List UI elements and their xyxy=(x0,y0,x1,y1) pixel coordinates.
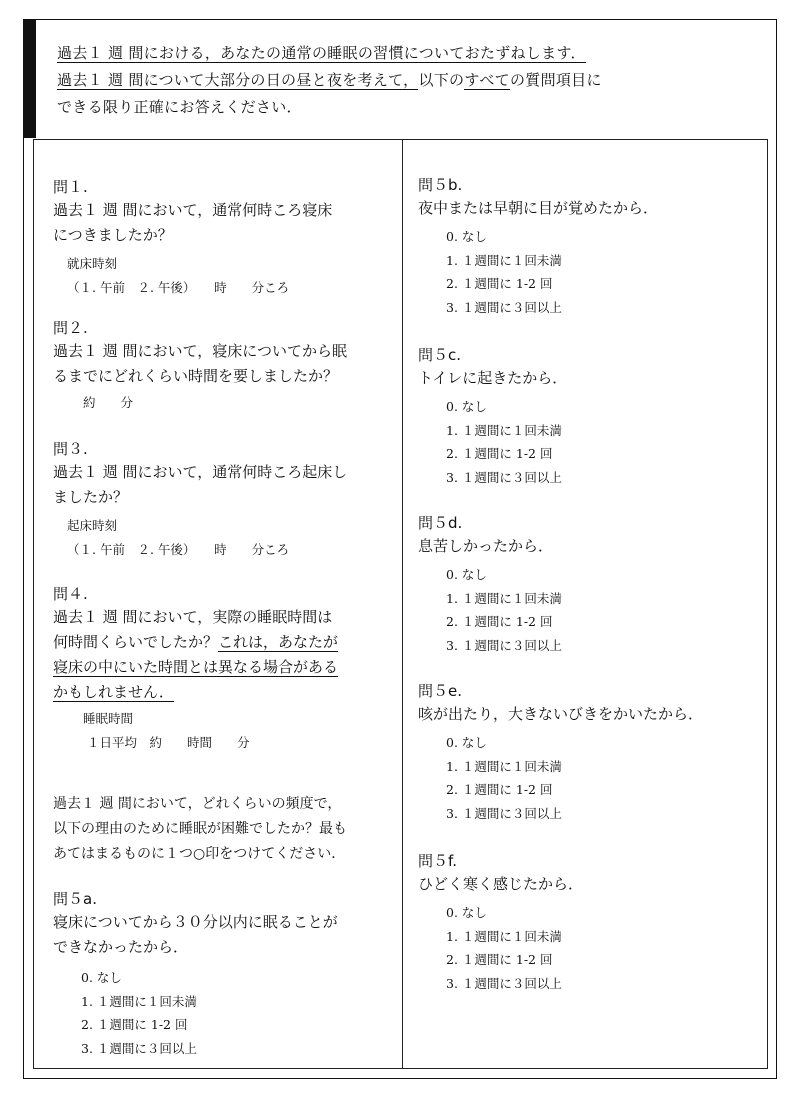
answer-options xyxy=(418,225,758,319)
question-number: 問５a. xyxy=(53,890,97,908)
question-text: ひどく寒く感じたから． xyxy=(418,875,584,893)
question-number: 問１. xyxy=(53,178,88,196)
question-5f xyxy=(418,850,758,995)
option-1[interactable]: 1. １週間に１回未満 xyxy=(446,422,562,438)
option-1[interactable]: 1. １週間に１回未満 xyxy=(446,758,562,774)
question-1 xyxy=(53,176,393,300)
questions-box xyxy=(33,139,768,1069)
field-label: 就床時刻 xyxy=(67,256,118,271)
question-5e xyxy=(418,680,758,825)
question-5a xyxy=(53,888,393,1060)
question-number: 問４. xyxy=(53,585,88,603)
question-5d xyxy=(418,512,758,657)
question-text: 夜中または早朝に目が覚めたから． xyxy=(418,199,659,217)
option-2[interactable]: 2. １週間に 1-2 回 xyxy=(446,446,553,461)
field-label: 睡眠時間 xyxy=(83,711,134,726)
column-divider xyxy=(402,140,403,1068)
option-1[interactable]: 1. １週間に１回未満 xyxy=(446,928,562,944)
answer-field[interactable]: １日平均 約 時間 分 xyxy=(87,735,250,750)
question-number: 問５e. xyxy=(418,682,462,700)
header-accent-bar xyxy=(24,20,36,138)
option-2[interactable]: 2. １週間に 1-2 回 xyxy=(446,782,553,797)
question-number: 問５f. xyxy=(418,852,457,870)
question-4: 問４. 過去１ 週 間において，実際の睡眠時間は 何時間くらいでしたか？これは，あなたが 寝床の中にいた時間とは異なる場合がある かもしれません． 睡眠時間 １日平均 約 時間 分 xyxy=(53,583,393,755)
question-3 xyxy=(53,438,393,562)
question-5b xyxy=(418,174,758,319)
question-text: 過去１ 週 間において，寝床についてから眠 るまでにどれくらい時間を要しましたか？ xyxy=(53,342,347,385)
instructions-line-1: 過去１ 週 間における，あなたの通常の睡眠の習慣についておたずねします． xyxy=(57,44,586,62)
question-5c xyxy=(418,344,758,489)
option-3[interactable]: 3. １週間に３回以上 xyxy=(446,637,562,653)
question-2 xyxy=(53,317,393,415)
option-1[interactable]: 1. １週間に１回未満 xyxy=(81,993,197,1009)
answer-field[interactable]: 約 分 xyxy=(83,395,134,410)
answer-field[interactable]: （１. 午前 ２. 午後） 時 分ころ xyxy=(67,542,290,557)
question-5-intro: 過去１ 週 間において，どれくらいの頻度で， 以下の理由のために睡眠が困難でしたか？最も あてはまるものに１つ○印をつけてください． xyxy=(53,796,347,862)
option-0[interactable]: 0. なし xyxy=(81,970,122,985)
answer-options xyxy=(53,966,393,1060)
instructions-line-3: できる限り正確にお答えください． xyxy=(57,98,302,116)
answer-options xyxy=(418,901,758,995)
option-0[interactable]: 0. なし xyxy=(446,399,487,414)
option-0[interactable]: 0. なし xyxy=(446,905,487,920)
answer-options xyxy=(418,731,758,825)
question-number: 問５d. xyxy=(418,514,463,532)
question-text: 過去１ 週 間において，通常何時ころ起床し ましたか？ xyxy=(53,463,348,506)
option-3[interactable]: 3. １週間に３回以上 xyxy=(81,1040,197,1056)
option-3[interactable]: 3. １週間に３回以上 xyxy=(446,805,562,821)
option-2[interactable]: 2. １週間に 1-2 回 xyxy=(446,952,553,967)
option-3[interactable]: 3. １週間に３回以上 xyxy=(446,299,562,315)
answer-field[interactable]: （１. 午前 ２. 午後） 時 分ころ xyxy=(67,280,290,295)
option-0[interactable]: 0. なし xyxy=(446,229,487,244)
question-text: 過去１ 週 間において，実際の睡眠時間は 何時間くらいでしたか？これは，あなたが xyxy=(53,608,339,651)
question-number: 問２. xyxy=(53,319,88,337)
answer-options xyxy=(418,563,758,657)
instructions-line-2: 過去１ 週 間について大部分の日の昼と夜を考えて，以下のすべての質問項目に xyxy=(57,71,602,89)
option-3[interactable]: 3. １週間に３回以上 xyxy=(446,469,562,485)
instructions-header xyxy=(57,40,757,121)
option-0[interactable]: 0. なし xyxy=(446,567,487,582)
question-text: トイレに起きたから． xyxy=(418,369,568,387)
question-number: 問５b. xyxy=(418,176,463,194)
question-text: 咳が出たり，大きないびきをかいたから． xyxy=(418,705,704,723)
answer-options xyxy=(418,395,758,489)
option-1[interactable]: 1. １週間に１回未満 xyxy=(446,590,562,606)
option-2[interactable]: 2. １週間に 1-2 回 xyxy=(446,614,553,629)
field-label: 起床時刻 xyxy=(67,518,118,533)
question-text: 寝床についてから３０分以内に眠ることが できなかったから． xyxy=(53,913,338,956)
option-0[interactable]: 0. なし xyxy=(446,735,487,750)
question-text: 過去１ 週 間において，通常何時ころ寝床 につきましたか？ xyxy=(53,201,333,244)
question-number: 問５c. xyxy=(418,346,462,364)
option-2[interactable]: 2. １週間に 1-2 回 xyxy=(81,1017,188,1032)
option-1[interactable]: 1. １週間に１回未満 xyxy=(446,252,562,268)
option-3[interactable]: 3. １週間に３回以上 xyxy=(446,975,562,991)
option-2[interactable]: 2. １週間に 1-2 回 xyxy=(446,276,553,291)
question-number: 問３. xyxy=(53,440,88,458)
question-text: 息苦しかったから． xyxy=(418,537,554,555)
